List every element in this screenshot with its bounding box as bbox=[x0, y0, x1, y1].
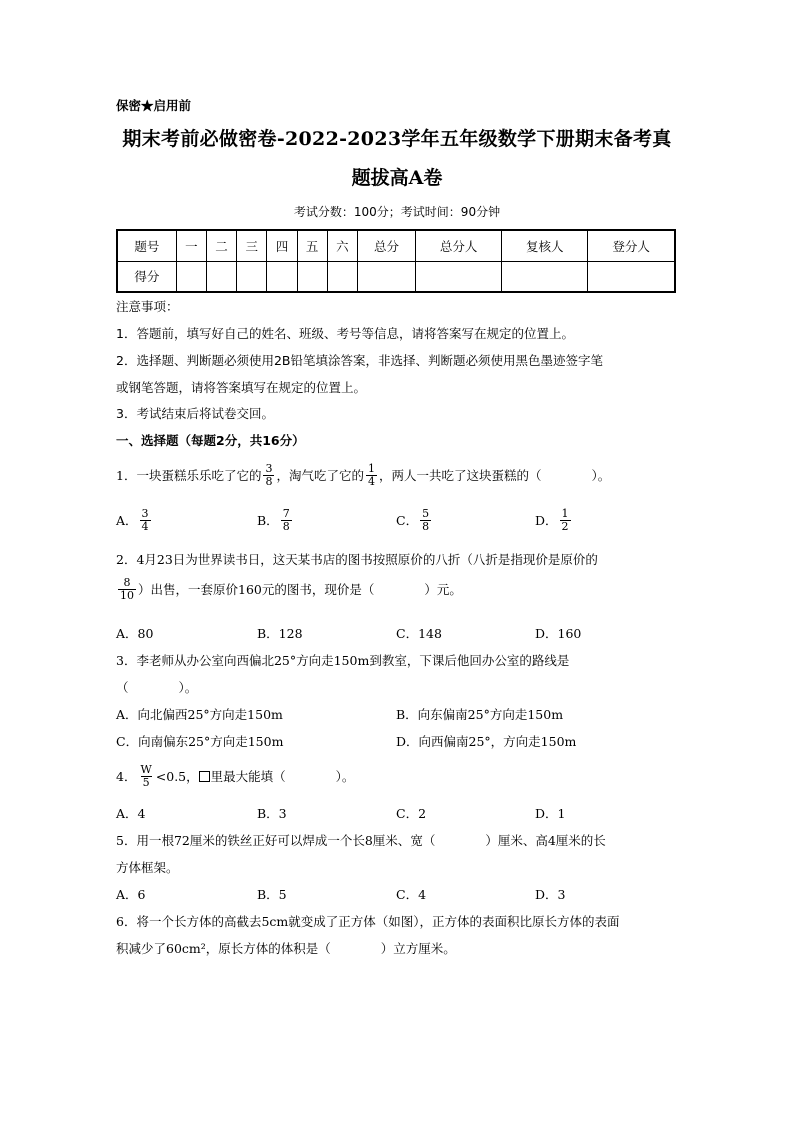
notes-item-3: 3．考试结束后将试卷交回。 bbox=[116, 406, 274, 421]
q5-option-b[interactable]: B．5 bbox=[257, 887, 287, 902]
q2-option-b[interactable]: B．128 bbox=[257, 626, 303, 641]
score-cell-header: 五 bbox=[297, 230, 327, 261]
q4-option-a[interactable]: A．4 bbox=[116, 806, 146, 821]
q5-option-a[interactable]: A．6 bbox=[116, 887, 146, 902]
q3-option-b[interactable]: B．向东偏南25°方向走150m bbox=[396, 707, 564, 722]
score-cell-empty[interactable] bbox=[502, 261, 588, 292]
score-table-score-row bbox=[117, 261, 675, 292]
score-cell-empty[interactable] bbox=[206, 261, 236, 292]
score-cell-header: 总分 bbox=[357, 230, 415, 261]
q1-fraction-2: $\frac{1}{4}$ bbox=[367, 462, 375, 488]
q2-fraction: $\frac{8}{10}$ bbox=[120, 576, 134, 602]
q1-text-post: ，两人一共吃了这块蛋糕的（ ）。 bbox=[378, 467, 611, 483]
q3-option-a[interactable]: A．向北偏西25°方向走150m bbox=[116, 707, 283, 722]
score-cell-empty[interactable] bbox=[297, 261, 327, 292]
question-3-line2: （ ）。 bbox=[116, 680, 198, 695]
question-2-line1: 2．4月23日为世界读书日，这天某书店的图书按照原价的八折（八折是指现价是原价的 bbox=[116, 552, 598, 567]
q3-option-d[interactable]: D．向西偏南25°，方向走150m bbox=[396, 734, 577, 749]
q4-text-post: 里最大能填（ ）。 bbox=[210, 768, 355, 784]
score-row-label: 得分 bbox=[117, 261, 176, 292]
section-heading: 一、选择题（每题2分，共16分） bbox=[116, 433, 305, 448]
score-cell-header: 三 bbox=[237, 230, 267, 261]
question-6-line1: 6．将一个长方体的高截去5cm就变成了正方体（如图），正方体的表面积比原长方体的表面 bbox=[116, 914, 620, 929]
exam-title-line2: 题拔高A卷 bbox=[351, 167, 443, 189]
q1-text-mid: ，淘气吃了它的 bbox=[276, 467, 364, 483]
q1-option-c[interactable]: C． $\frac{5}{8}$ bbox=[396, 507, 430, 533]
q5-option-c[interactable]: C．4 bbox=[396, 887, 427, 902]
q4-option-c[interactable]: C．2 bbox=[396, 806, 427, 821]
question-5-line2: 方体框架。 bbox=[116, 860, 179, 875]
q2-option-d[interactable]: D．160 bbox=[535, 626, 582, 641]
q1-option-a[interactable]: A． $\frac{3}{4}$ bbox=[116, 507, 149, 533]
question-5-line1: 5．用一根72厘米的铁丝正好可以焊成一个长8厘米、宽（ ）厘米、高4厘米的长 bbox=[116, 833, 606, 848]
question-2-line2 bbox=[116, 577, 462, 602]
q5-option-d[interactable]: D．3 bbox=[535, 887, 566, 902]
exam-info: 考试分数：100分；考试时间：90分钟 bbox=[293, 205, 501, 219]
q4-option-d[interactable]: D．1 bbox=[535, 806, 566, 821]
score-cell-empty[interactable] bbox=[416, 261, 502, 292]
q2-text-rest: ）出售，一套原价160元的图书，现价是（ ）元。 bbox=[138, 581, 462, 597]
confidential-label: 保密★启用前 bbox=[116, 98, 192, 113]
q4-text-mid: <0.5， bbox=[155, 768, 199, 784]
notes-title: 注意事项： bbox=[116, 299, 179, 314]
q4-text-pre: 4． bbox=[116, 768, 137, 784]
q1-fraction-1: $\frac{3}{8}$ bbox=[265, 462, 273, 488]
q4-option-b[interactable]: B．3 bbox=[257, 806, 287, 821]
score-table-header-row bbox=[117, 230, 675, 261]
question-1 bbox=[116, 463, 610, 488]
q1-text-pre: 1．一块蛋糕乐乐吃了它的 bbox=[116, 467, 262, 483]
q2-option-c[interactable]: C．148 bbox=[396, 626, 442, 641]
notes-item-2b: 或钢笔答题，请将答案填写在规定的位置上。 bbox=[116, 380, 367, 395]
q1-option-d[interactable]: D． $\frac{1}{2}$ bbox=[535, 507, 569, 533]
score-cell-header: 六 bbox=[327, 230, 357, 261]
q3-option-c[interactable]: C．向南偏东25°方向走150m bbox=[116, 734, 284, 749]
q2-option-a[interactable]: A．80 bbox=[116, 626, 154, 641]
notes-item-1: 1．答题前，填写好自己的姓名、班级、考号等信息，请将答案写在规定的位置上。 bbox=[116, 326, 574, 341]
score-cell-header: 题号 bbox=[117, 230, 176, 261]
score-cell-empty[interactable] bbox=[237, 261, 267, 292]
score-cell-header: 总分人 bbox=[416, 230, 502, 261]
exam-title-line1: 期末考前必做密卷-2022-2023学年五年级数学下册期末备考真 bbox=[122, 128, 672, 150]
q1-option-b[interactable]: B． $\frac{7}{8}$ bbox=[257, 507, 290, 533]
score-cell-empty[interactable] bbox=[267, 261, 297, 292]
score-cell-empty[interactable] bbox=[327, 261, 357, 292]
score-cell-header: 复核人 bbox=[502, 230, 588, 261]
question-3-line1: 3．李老师从办公室向西偏北25°方向走150m到教室，下课后他回办公室的路线是 bbox=[116, 653, 570, 668]
score-cell-header: 二 bbox=[206, 230, 236, 261]
score-cell-empty[interactable] bbox=[357, 261, 415, 292]
score-cell-empty[interactable] bbox=[176, 261, 206, 292]
blank-square-icon bbox=[199, 771, 210, 782]
score-cell-header: 四 bbox=[267, 230, 297, 261]
q4-fraction: $\frac{W}{5}$ bbox=[140, 763, 152, 789]
score-cell-header: 一 bbox=[176, 230, 206, 261]
score-cell-header: 登分人 bbox=[588, 230, 675, 261]
score-table bbox=[116, 229, 676, 293]
score-cell-empty[interactable] bbox=[588, 261, 675, 292]
notes-item-2a: 2．选择题、判断题必须使用2B铅笔填涂答案，非选择、判断题必须使用黑色墨迹签字笔 bbox=[116, 353, 603, 368]
question-4 bbox=[116, 764, 354, 789]
question-6-line2: 积减少了60cm²，原长方体的体积是（ ）立方厘米。 bbox=[116, 941, 456, 956]
